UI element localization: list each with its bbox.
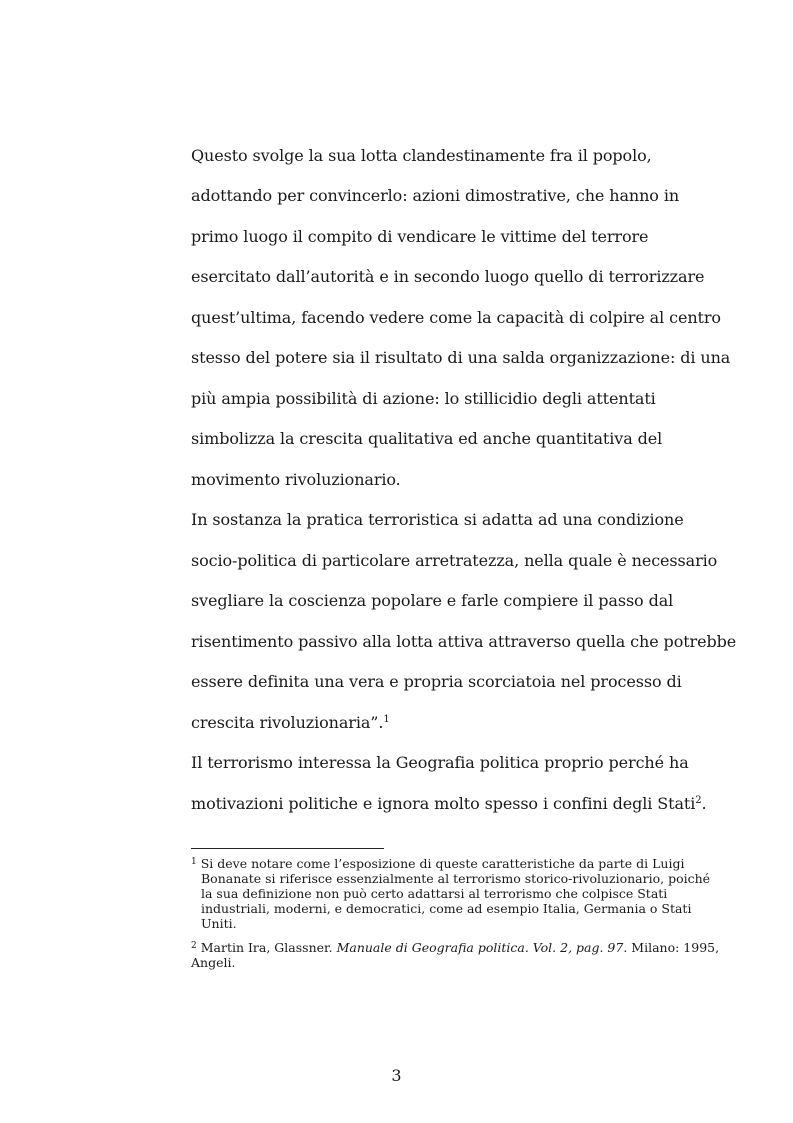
body-line: In sostanza la pratica terroristica si adatta ad una condizione	[191, 510, 684, 529]
footnote-line: industriali, moderni, e democratici, come ad esempio Italia, Germania o Stati	[201, 901, 692, 916]
footnote-text: Si deve notare come l’esposizione di queste caratteristiche da parte di Luigi	[200, 856, 685, 871]
body-line: più ampia possibilità di azione: lo stillicidio degli attentati	[191, 389, 656, 408]
body-line: simbolizza la crescita qualitativa ed anche quantitativa del	[191, 429, 663, 448]
body-line: svegliare la coscienza popolare e farle compiere il passo dal	[191, 591, 674, 610]
footnote-reference-1[interactable]: 1	[383, 714, 390, 725]
footnote-publication: . Milano: 1995,	[623, 940, 720, 955]
footnote-title: Manuale di Geografia politica. Vol. 2, pag. 97	[336, 940, 624, 955]
footnote-author: Martin Ira, Glassner.	[200, 940, 333, 955]
body-line	[191, 794, 707, 814]
body-line-end: .	[701, 794, 707, 813]
body-line: stesso del potere sia il risultato di una salda organizzazione: di una	[191, 348, 731, 367]
footnote-line: Angeli.	[191, 955, 236, 970]
body-line-text: crescita rivoluzionaria”.	[191, 713, 384, 732]
body-line: adottando per convincerlo: azioni dimostrative, che hanno in	[191, 186, 680, 205]
page-number: 3	[391, 1066, 402, 1085]
footnote-line: la sua definizione non può certo adattarsi al terrorismo che colpisce Stati	[201, 886, 668, 901]
footnote-reference-2[interactable]: 2	[695, 795, 702, 806]
footnote-number: 2	[191, 941, 197, 951]
body-line: primo luogo il compito di vendicare le vittime del terrore	[191, 227, 649, 246]
body-line: quest’ultima, facendo vedere come la capacità di colpire al centro	[191, 308, 721, 327]
footnote-line: Uniti.	[201, 916, 237, 931]
body-line: Il terrorismo interessa la Geografia politica proprio perché ha	[191, 753, 689, 772]
body-line: Questo svolge la sua lotta clandestinamente fra il popolo,	[191, 146, 652, 165]
body-line: essere definita una vera e propria scorciatoia nel processo di	[191, 672, 682, 691]
body-line: risentimento passivo alla lotta attiva attraverso quella che potrebbe	[191, 632, 737, 651]
body-line	[191, 713, 390, 733]
footnote-line	[191, 940, 720, 955]
footnote-number: 1	[191, 857, 197, 867]
footnote-1	[191, 856, 711, 931]
body-line: movimento rivoluzionario.	[191, 470, 401, 489]
footnote-separator	[191, 848, 384, 849]
body-line-text: motivazioni politiche e ignora molto spesso i confini degli Stati	[191, 794, 696, 813]
body-line: esercitato dall’autorità e in secondo luogo quello di terrorizzare	[191, 267, 705, 286]
footnote-line: Bonanate si riferisce essenzialmente al terrorismo storico-rivoluzionario, poiché	[201, 871, 711, 886]
footnote-line	[191, 856, 685, 871]
footnote-2	[191, 940, 720, 970]
body-line: socio-politica di particolare arretratezza, nella quale è necessario	[191, 551, 718, 570]
